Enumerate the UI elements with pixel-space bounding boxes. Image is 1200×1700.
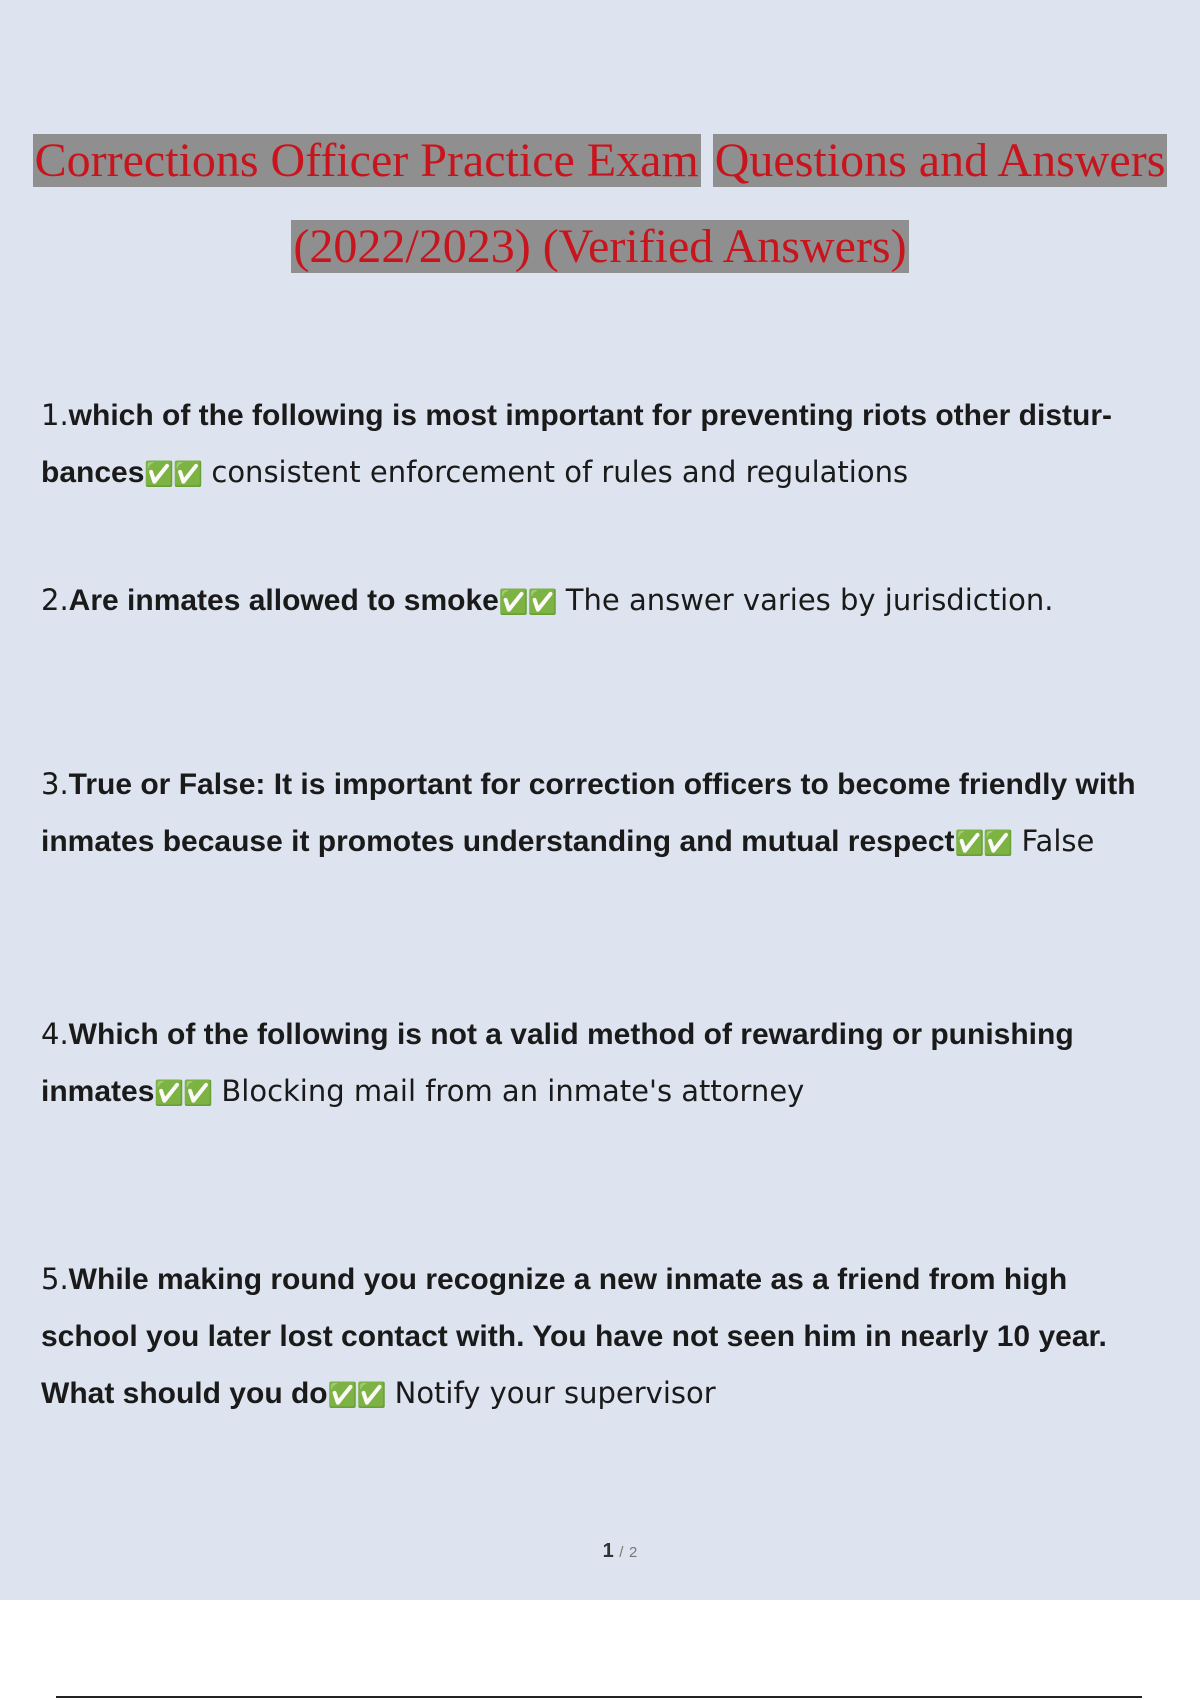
answer-text: consistent enforcement of rules and regulations xyxy=(211,455,909,489)
question-item-5 xyxy=(41,1251,1171,1423)
check-marks-icon: ✅✅ xyxy=(327,1381,386,1409)
page-separator: / xyxy=(619,1544,624,1561)
answer-text: Notify your supervisor xyxy=(394,1376,716,1410)
answer-text: Blocking mail from an inmate's attorney xyxy=(221,1074,805,1108)
question-text: Which of the following is not a valid method of rewarding or punishing inmates xyxy=(41,1018,1074,1108)
page-total: 2 xyxy=(629,1544,638,1561)
question-number: 1. xyxy=(41,398,69,432)
question-text: Are inmates allowed to smoke xyxy=(68,584,499,617)
check-marks-icon: ✅✅ xyxy=(954,829,1013,857)
title-line-2-text: (2022/2023) (Verified Answers) xyxy=(293,220,907,273)
question-item-3 xyxy=(41,756,1171,871)
answer-text: The answer varies by jurisdiction. xyxy=(565,583,1054,617)
title-line-1 xyxy=(0,118,1200,204)
title-line-2 xyxy=(0,204,1200,290)
question-text: While making round you recognize a new inmate as a friend from high school you later lost contact with. You have not seen him in nearly 10 year. What should you do xyxy=(41,1263,1107,1410)
question-number: 3. xyxy=(41,767,69,801)
check-marks-icon: ✅✅ xyxy=(498,588,557,616)
document-title xyxy=(0,118,1200,290)
title-line-1-part-a: Corrections Officer Practice Exam xyxy=(34,134,699,187)
question-item-4 xyxy=(41,1006,1171,1121)
question-number: 5. xyxy=(41,1262,69,1296)
question-number: 2. xyxy=(41,583,69,617)
check-marks-icon: ✅✅ xyxy=(144,460,203,488)
question-item-2 xyxy=(41,572,1171,630)
footer-divider xyxy=(56,1696,1142,1698)
question-item-1 xyxy=(41,387,1171,502)
check-marks-icon: ✅✅ xyxy=(154,1079,213,1107)
title-line-1-part-b: Questions and Answers xyxy=(714,134,1166,187)
question-number: 4. xyxy=(41,1017,69,1051)
question-text: which of the following is most important for preventing riots other distur- bances xyxy=(41,399,1113,489)
page-number xyxy=(0,1540,1200,1563)
question-text: True or False: It is important for correction officers to become friendly with inmates because it promotes understanding and mutual respect xyxy=(41,768,1136,858)
answer-text: False xyxy=(1021,824,1095,858)
page-current: 1 xyxy=(602,1540,614,1562)
